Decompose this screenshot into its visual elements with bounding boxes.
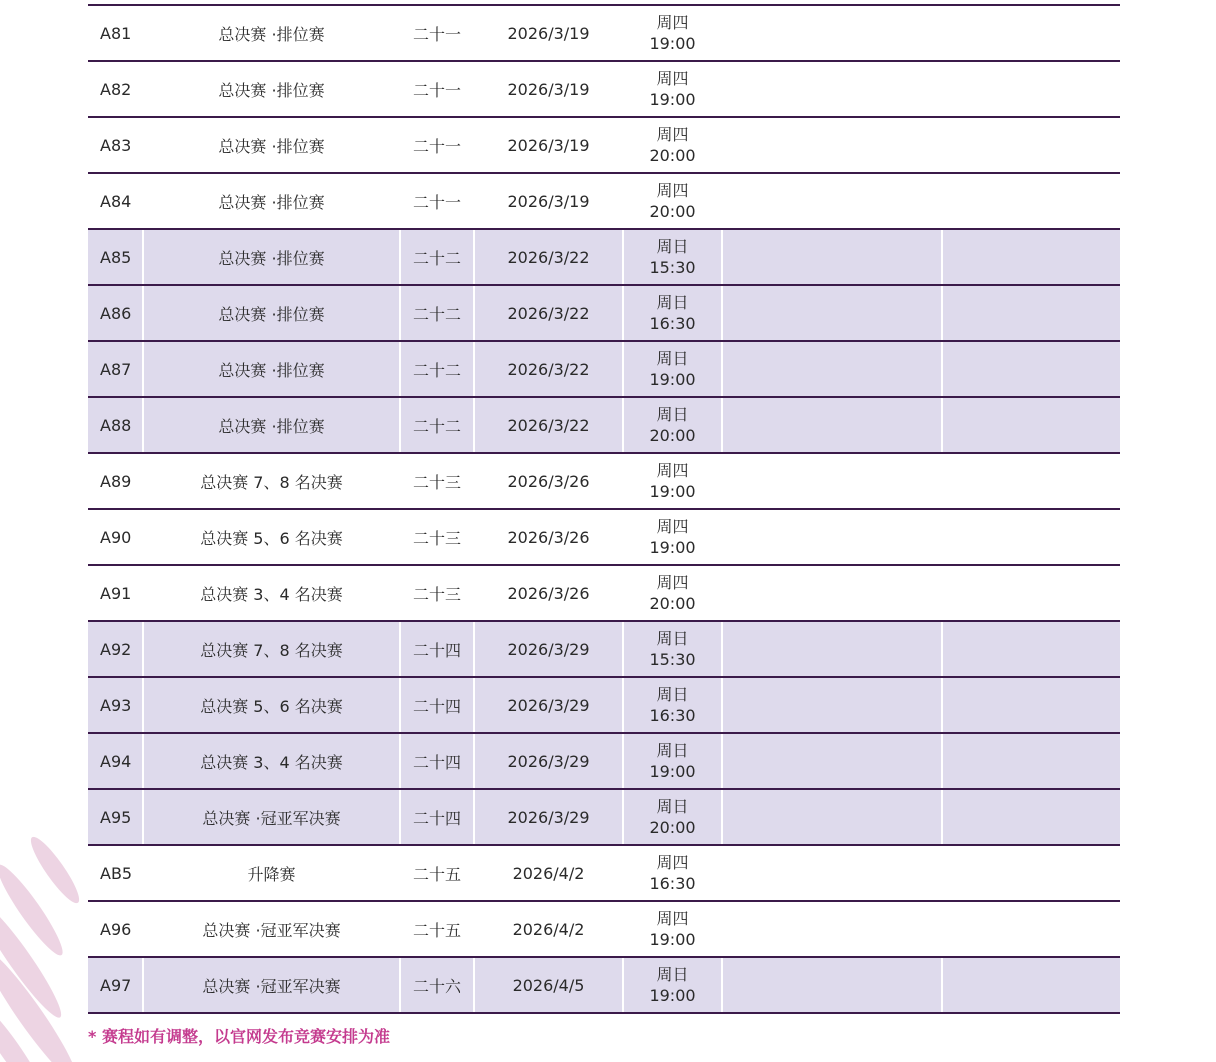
table-row [88,6,1120,62]
weekday-label: 周四 [656,69,689,88]
match-id-cell: A85 [88,230,144,284]
blank-cell [723,902,943,956]
time-label: 20:00 [649,426,696,445]
time-cell [624,230,723,284]
date-cell: 2026/3/22 [475,398,624,452]
time-label: 20:00 [649,202,696,221]
time-cell [624,286,723,340]
table-row [88,230,1120,286]
table-row [88,790,1120,846]
time-label: 16:30 [649,874,696,893]
match-id-cell: A91 [100,583,132,603]
match-id-cell: A81 [100,23,132,43]
stage-cell: 总决赛 3、4 名决赛 [144,734,401,788]
match-id-cell: A93 [88,678,144,732]
table-row [88,678,1120,734]
time-cell [624,454,723,508]
stage-cell: 总决赛 7、8 名决赛 [200,472,343,492]
date-cell: 2026/3/19 [507,79,590,99]
table-row [88,174,1120,230]
time-label: 19:00 [649,90,696,109]
blank-cell [723,622,943,676]
stage-cell: 总决赛 ·排位赛 [218,80,325,100]
blank-cell [723,734,943,788]
blank-cell [943,454,1120,508]
table-row [88,286,1120,342]
stage-cell: 总决赛 ·冠亚军决赛 [144,790,401,844]
weekday-label: 周日 [656,237,689,256]
table-row [88,454,1120,510]
time-label: 19:00 [649,538,696,557]
stage-cell: 总决赛 ·排位赛 [144,286,401,340]
weekday-label: 周四 [656,13,689,32]
match-id-cell: A92 [88,622,144,676]
table-row [88,734,1120,790]
match-id-cell: A87 [88,342,144,396]
table-row [88,62,1120,118]
time-cell [624,6,723,60]
blank-cell [723,174,943,228]
match-id-cell: A83 [100,135,132,155]
weekday-label: 周四 [656,573,689,592]
blank-cell [723,846,943,900]
date-cell: 2026/3/22 [475,286,624,340]
blank-cell [943,62,1120,116]
table-row [88,118,1120,174]
schedule-table [88,4,1120,1014]
weekday-label: 周日 [656,349,689,368]
blank-cell [723,398,943,452]
blank-cell [943,566,1120,620]
table-row [88,566,1120,622]
stage-cell: 总决赛 5、6 名决赛 [200,528,343,548]
time-label: 20:00 [649,594,696,613]
blank-cell [943,398,1120,452]
round-cell: 二十四 [401,734,475,788]
stage-cell: 升降赛 [247,864,296,884]
weekday-label: 周日 [656,685,689,704]
time-label: 20:00 [649,818,696,837]
blank-cell [943,902,1120,956]
time-cell [624,118,723,172]
blank-cell [723,286,943,340]
blank-cell [943,510,1120,564]
blank-cell [943,6,1120,60]
match-id-cell: A88 [88,398,144,452]
blank-cell [723,678,943,732]
weekday-label: 周四 [656,909,689,928]
table-row [88,846,1120,902]
blank-cell [943,286,1120,340]
stage-cell: 总决赛 ·排位赛 [144,342,401,396]
time-cell [624,62,723,116]
weekday-label: 周四 [656,853,689,872]
weekday-label: 周日 [656,293,689,312]
weekday-label: 周日 [656,741,689,760]
date-cell: 2026/3/29 [475,622,624,676]
weekday-label: 周日 [656,405,689,424]
blank-cell [723,230,943,284]
blank-cell [723,566,943,620]
date-cell: 2026/3/29 [475,734,624,788]
stage-cell: 总决赛 ·冠亚军决赛 [202,920,341,940]
round-cell: 二十四 [401,790,475,844]
blank-cell [723,62,943,116]
table-row [88,398,1120,454]
match-id-cell: A84 [100,191,132,211]
match-id-cell: A94 [88,734,144,788]
blank-cell [723,958,943,1012]
date-cell: 2026/3/26 [507,471,590,491]
match-id-cell: A89 [100,471,132,491]
blank-cell [723,6,943,60]
time-label: 19:00 [649,930,696,949]
stage-cell: 总决赛 ·排位赛 [218,192,325,212]
time-cell [624,622,723,676]
time-label: 16:30 [649,706,696,725]
time-cell [624,958,723,1012]
time-cell [624,678,723,732]
blank-cell [723,790,943,844]
round-cell: 二十一 [412,136,461,156]
blank-cell [943,342,1120,396]
round-cell: 二十一 [412,80,461,100]
blank-cell [943,958,1120,1012]
match-id-cell: A90 [100,527,132,547]
weekday-label: 周日 [656,629,689,648]
round-cell: 二十五 [412,864,461,884]
blank-cell [723,118,943,172]
time-label: 15:30 [649,258,696,277]
date-cell: 2026/3/22 [475,230,624,284]
round-cell: 二十一 [412,24,461,44]
round-cell: 二十三 [412,472,461,492]
match-id-cell: AB5 [100,863,133,883]
date-cell: 2026/3/22 [475,342,624,396]
date-cell: 2026/4/2 [512,919,585,939]
time-cell [624,790,723,844]
stage-cell: 总决赛 ·排位赛 [144,398,401,452]
round-cell: 二十六 [401,958,475,1012]
blank-cell [943,734,1120,788]
stage-cell: 总决赛 7、8 名决赛 [144,622,401,676]
date-cell: 2026/4/2 [512,863,585,883]
weekday-label: 周四 [656,461,689,480]
date-cell: 2026/3/19 [507,191,590,211]
time-label: 19:00 [649,762,696,781]
blank-cell [943,118,1120,172]
blank-cell [723,454,943,508]
time-cell [624,846,723,900]
round-cell: 二十三 [412,584,461,604]
weekday-label: 周四 [656,517,689,536]
blank-cell [943,622,1120,676]
blank-cell [943,846,1120,900]
stage-cell: 总决赛 ·冠亚军决赛 [144,958,401,1012]
match-id-cell: A86 [88,286,144,340]
weekday-label: 周四 [656,125,689,144]
round-cell: 二十一 [412,192,461,212]
time-label: 19:00 [649,34,696,53]
table-row [88,622,1120,678]
table-row [88,958,1120,1014]
stage-cell: 总决赛 ·排位赛 [218,136,325,156]
table-row [88,902,1120,958]
round-cell: 二十五 [412,920,461,940]
weekday-label: 周四 [656,181,689,200]
date-cell: 2026/3/26 [507,583,590,603]
date-cell: 2026/3/26 [507,527,590,547]
blank-cell [943,230,1120,284]
time-cell [624,902,723,956]
blank-cell [723,342,943,396]
time-label: 19:00 [649,370,696,389]
time-label: 19:00 [649,482,696,501]
time-label: 16:30 [649,314,696,333]
table-row [88,510,1120,566]
time-label: 15:30 [649,650,696,669]
round-cell: 二十四 [401,678,475,732]
match-id-cell: A97 [88,958,144,1012]
date-cell: 2026/3/29 [475,790,624,844]
match-id-cell: A95 [88,790,144,844]
round-cell: 二十二 [401,230,475,284]
round-cell: 二十二 [401,398,475,452]
round-cell: 二十二 [401,286,475,340]
time-label: 19:00 [649,986,696,1005]
date-cell: 2026/4/5 [475,958,624,1012]
time-cell [624,174,723,228]
round-cell: 二十四 [401,622,475,676]
match-id-cell: A96 [100,919,132,939]
stage-cell: 总决赛 5、6 名决赛 [144,678,401,732]
stage-cell: 总决赛 ·排位赛 [144,230,401,284]
date-cell: 2026/3/29 [475,678,624,732]
time-label: 20:00 [649,146,696,165]
blank-cell [943,678,1120,732]
time-cell [624,510,723,564]
blank-cell [943,790,1120,844]
stage-cell: 总决赛 ·排位赛 [218,24,325,44]
weekday-label: 周日 [656,965,689,984]
weekday-label: 周日 [656,797,689,816]
blank-cell [943,174,1120,228]
stage-cell: 总决赛 3、4 名决赛 [200,584,343,604]
round-cell: 二十二 [401,342,475,396]
date-cell: 2026/3/19 [507,135,590,155]
match-id-cell: A82 [100,79,132,99]
date-cell: 2026/3/19 [507,23,590,43]
time-cell [624,566,723,620]
table-row [88,342,1120,398]
round-cell: 二十三 [412,528,461,548]
time-cell [624,398,723,452]
blank-cell [723,510,943,564]
time-cell [624,342,723,396]
time-cell [624,734,723,788]
footnote: * 赛程如有调整，以官网发布竞赛安排为准 [88,1027,390,1046]
